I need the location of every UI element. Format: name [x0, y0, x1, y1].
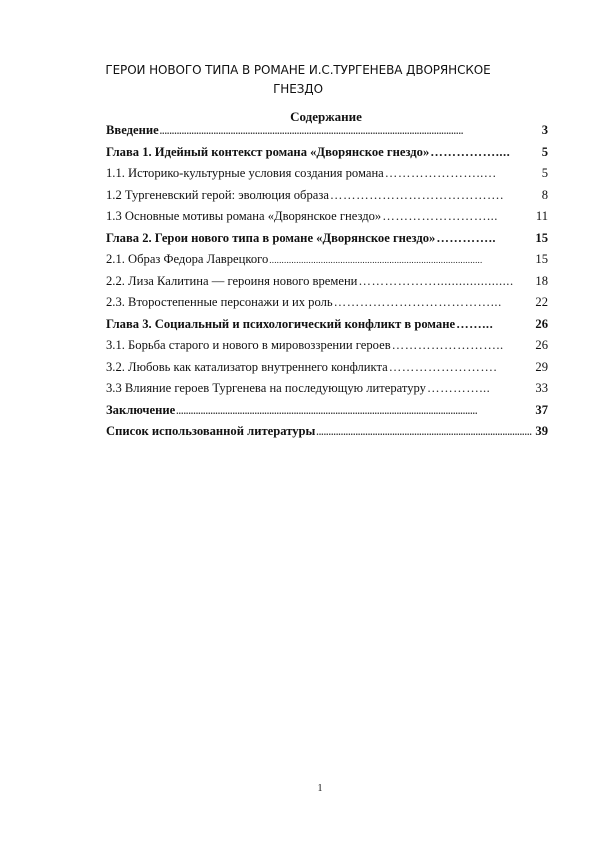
document-title-line-2: ГНЕЗДО: [273, 82, 323, 96]
toc-entry-title: Глава 3. Социальный и психологический конфликт в романе: [106, 316, 456, 331]
toc-entry: [106, 228, 548, 250]
toc-entry: [106, 335, 548, 357]
toc-entry-page: 29: [535, 359, 548, 374]
toc-dot-leader: ........................................................................................: [316, 427, 532, 437]
toc-entry-page: 5: [541, 144, 548, 159]
toc-dot-leader: ………………………………...: [333, 295, 502, 309]
toc-entry-page: 26: [535, 316, 548, 331]
toc-dot-leader: .......................................................................................: [269, 255, 483, 265]
toc-entry-title: 3.2. Любовь как катализатор внутреннего конфликта: [106, 359, 388, 374]
toc-entry-title: 3.1. Борьба старого и нового в мировоззрении героев: [106, 338, 391, 352]
page-number: 1: [317, 783, 323, 794]
document-title: [100, 61, 496, 99]
toc-entry: [106, 314, 548, 336]
toc-entry: [106, 292, 548, 314]
toc-entry-title: Список использованной литературы: [106, 424, 316, 438]
toc-entry-page: 11: [535, 209, 548, 223]
toc-entry-page: 22: [535, 295, 548, 309]
toc-dot-leader: ……...: [456, 316, 494, 331]
toc-entry: [106, 400, 548, 422]
table-of-contents: [106, 120, 548, 443]
toc-entry: [106, 185, 548, 207]
toc-entry: [106, 421, 548, 443]
toc-entry-page: 8: [541, 187, 548, 202]
toc-entry-page: 37: [535, 402, 548, 417]
toc-entry-page: 18: [535, 273, 548, 288]
toc-entry-page: 3: [541, 123, 548, 137]
toc-entry-page: 26: [535, 338, 548, 352]
toc-dot-leader: …………………..…: [384, 166, 497, 180]
toc-entry: [106, 249, 548, 271]
toc-entry-title: 3.3 Влияние героев Тургенева на последующую литературу: [106, 381, 426, 395]
toc-entry-title: Заключение: [106, 402, 176, 417]
toc-entry: [106, 271, 548, 293]
toc-entry-title: Глава 2. Герои нового типа в романе «Дворянское гнездо»: [106, 230, 436, 245]
toc-entry-page: 5: [541, 166, 548, 180]
toc-entry-page: 15: [535, 252, 548, 266]
toc-entry-page: 39: [535, 424, 548, 438]
toc-dot-leader: ...........................................................................................................................: [176, 405, 478, 416]
toc-entry-page: 33: [535, 381, 548, 395]
toc-entry: [106, 163, 548, 185]
toc-entry-title: Глава 1. Идейный контекст романа «Дворянское гнездо»: [106, 144, 430, 159]
toc-dot-leader: ……………………...: [382, 209, 498, 223]
toc-dot-leader: ……………….....................: [358, 273, 514, 288]
toc-entry: [106, 120, 548, 142]
toc-entry-title: Введение: [106, 123, 159, 137]
toc-entry: [106, 378, 548, 400]
document-title-line-1: ГЕРОИ НОВОГО ТИПА В РОМАНЕ И.С.ТУРГЕНЕВА ДВОРЯНСКОЕ: [105, 63, 491, 77]
toc-entry-title: 1.3 Основные мотивы романа «Дворянское гнездо»: [106, 209, 382, 223]
toc-dot-leader: …………………….: [388, 359, 498, 374]
toc-entry-title: 1.1. Историко-культурные условия создания романа: [106, 166, 384, 180]
toc-entry: [106, 142, 548, 164]
toc-entry: [106, 206, 548, 228]
toc-dot-leader: …………...: [426, 381, 491, 395]
toc-entry: [106, 357, 548, 379]
toc-dot-leader: ………………………………….: [329, 187, 504, 202]
toc-entry-title: 2.3. Второстепенные персонажи и их роль: [106, 295, 333, 309]
toc-dot-leader: ............................................................................................................................: [159, 126, 464, 136]
toc-dot-leader: …………..: [436, 230, 496, 245]
toc-dot-leader: ……………………..: [391, 338, 504, 352]
toc-heading: Содержание: [290, 109, 362, 124]
toc-dot-leader: ……………....: [430, 144, 511, 159]
toc-entry-title: 2.2. Лиза Калитина — героиня нового времени: [106, 273, 358, 288]
toc-entry-title: 2.1. Образ Федора Лаврецкого: [106, 252, 269, 266]
toc-entry-page: 15: [535, 230, 548, 245]
toc-entry-title: 1.2 Тургеневский герой: эволюция образа: [106, 187, 329, 202]
